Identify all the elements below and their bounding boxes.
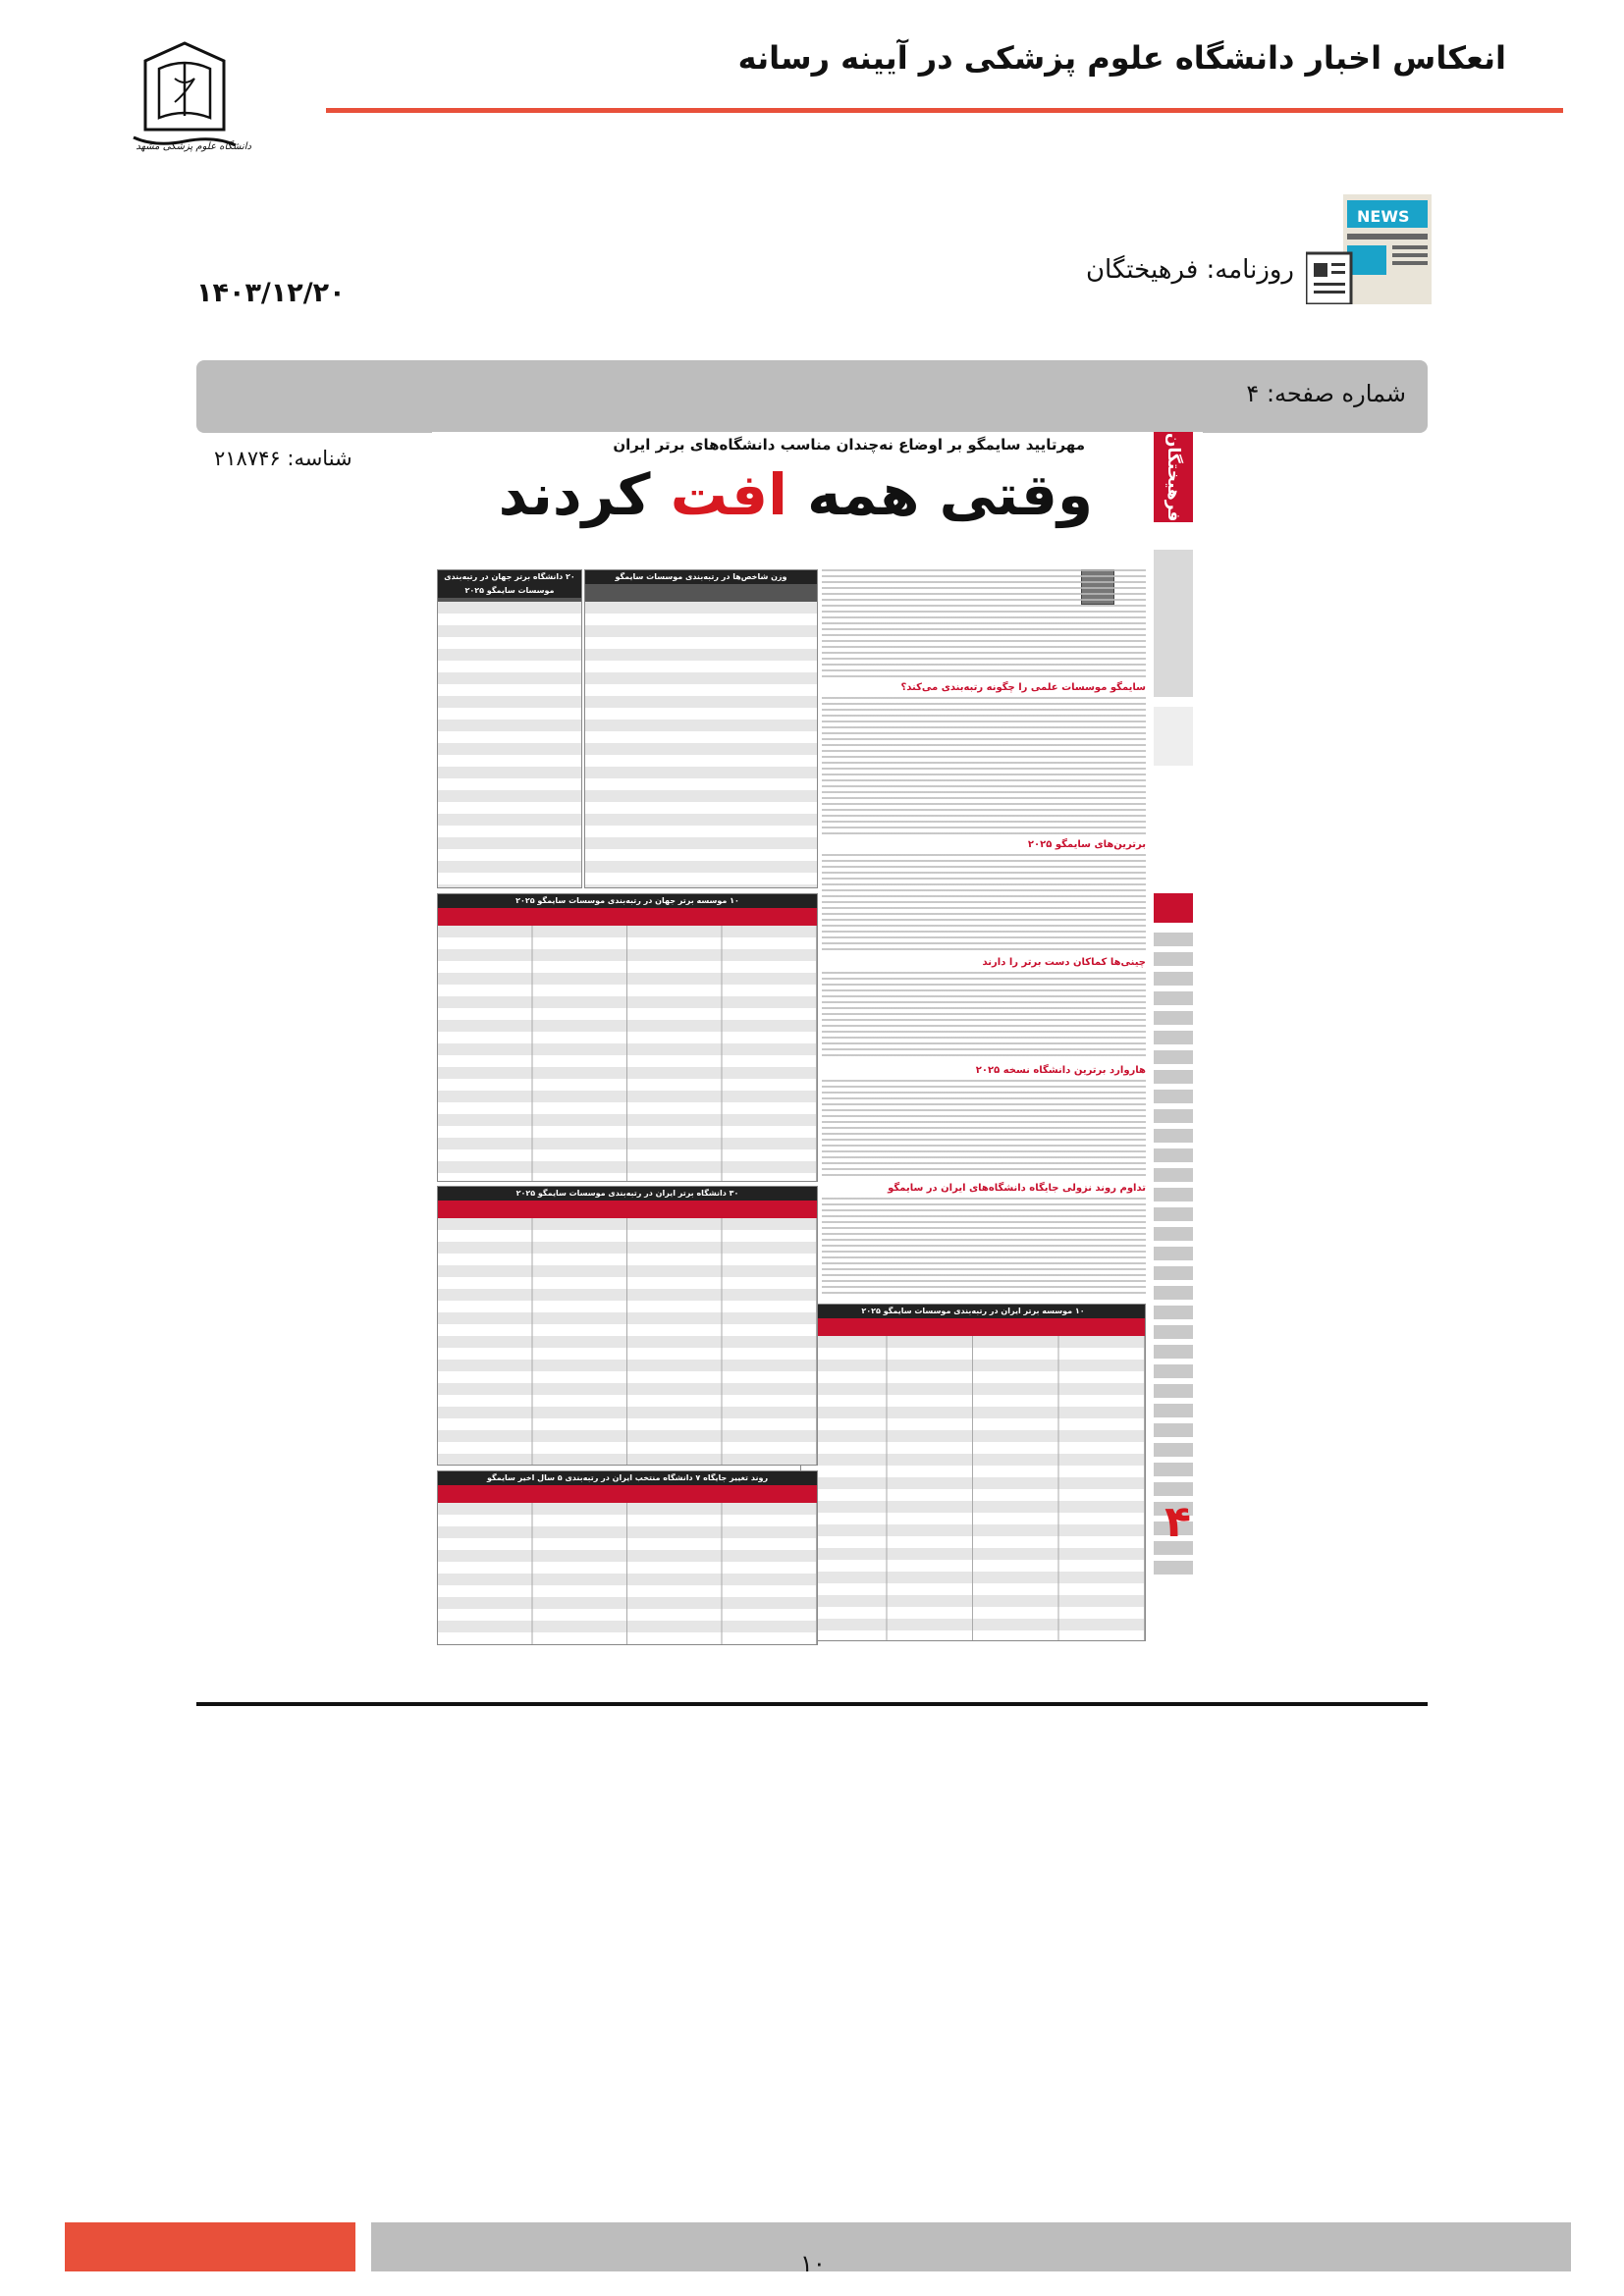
newspaper-icon bbox=[1306, 194, 1432, 304]
page-number-label: شماره صفحه: ۴ bbox=[1246, 380, 1406, 407]
publish-date: ۱۴۰۳/۱۲/۲۰ bbox=[196, 278, 346, 308]
table-columns bbox=[801, 1336, 1145, 1640]
article-id: شناسه: ۲۱۸۷۴۶ bbox=[214, 447, 352, 470]
newspaper-brand: فرهیختگان bbox=[1154, 432, 1193, 522]
table-top20-world-universities bbox=[437, 569, 582, 888]
clipping-headline bbox=[499, 461, 1093, 528]
section-subhead: چینی‌ها کماکان دست برتر را دارند bbox=[982, 957, 1146, 968]
page-number-bar bbox=[196, 360, 1428, 433]
svg-text:NEWS: NEWS bbox=[1357, 207, 1410, 226]
clipping-kicker: مهرتایید سایمگو بر اوضاع نه‌چندان مناسب دانشگاه‌های برتر ایران bbox=[613, 436, 1085, 454]
section-subhead: هاروارد برترین دانشگاه نسخه ۲۰۲۵ bbox=[975, 1065, 1146, 1076]
table-top10-world-institutions bbox=[437, 893, 818, 1182]
side-strip-block bbox=[1154, 933, 1193, 1580]
table-columns bbox=[438, 1503, 817, 1644]
table-title: ۳۰ دانشگاه برتر ایران در رتبه‌بندی موسسات سایمگو ۲۰۲۵ bbox=[438, 1187, 817, 1201]
newspaper-clipping bbox=[432, 432, 1203, 1644]
table-title: ۱۰ موسسه برتر ایران در رتبه‌بندی موسسات سایمگو ۲۰۲۵ bbox=[801, 1305, 1145, 1318]
bottom-divider bbox=[196, 1702, 1428, 1706]
logo-caption: دانشگاه علوم پزشکی مشهد bbox=[135, 141, 251, 152]
table-title: ۲۰ دانشگاه برتر جهان در رتبه‌بندی موسسات سایمگو ۲۰۲۵ bbox=[438, 570, 581, 598]
article-text-block bbox=[822, 972, 1146, 1060]
table-header bbox=[438, 908, 817, 926]
side-strip bbox=[1154, 550, 1193, 1531]
table-header bbox=[585, 584, 817, 602]
table-columns bbox=[438, 1218, 817, 1465]
table-indicator-weights bbox=[584, 569, 818, 888]
table-title: وزن شاخص‌ها در رتبه‌بندی موسسات سایمگو bbox=[585, 570, 817, 584]
table-top30-iran-universities bbox=[437, 1186, 818, 1466]
table-title: ۱۰ موسسه برتر جهان در رتبه‌بندی موسسات سایمگو ۲۰۲۵ bbox=[438, 894, 817, 908]
table-header bbox=[438, 1485, 817, 1503]
table-header bbox=[438, 1201, 817, 1218]
header-divider bbox=[326, 108, 1563, 113]
footer-bar bbox=[371, 2222, 1571, 2271]
page-title: انعکاس اخبار دانشگاه علوم پزشکی در آیینه رسانه bbox=[737, 39, 1506, 77]
headline-highlight: افت bbox=[670, 461, 787, 528]
newspaper-page-number: ۴ bbox=[1164, 1497, 1191, 1547]
article-text-block bbox=[822, 854, 1146, 952]
article-text-intro bbox=[822, 569, 1146, 677]
table-7-iran-universities-trend bbox=[437, 1470, 818, 1645]
side-strip-block bbox=[1154, 550, 1193, 697]
source-label: روزنامه: فرهیختگان bbox=[1085, 255, 1294, 285]
side-strip-block bbox=[1154, 707, 1193, 766]
table-columns bbox=[438, 926, 817, 1181]
section-subhead: تداوم روند نزولی جایگاه دانشگاه‌های ایران در سایمگو bbox=[888, 1183, 1146, 1194]
article-text-block bbox=[822, 1080, 1146, 1178]
section-subhead: سایمگو موسسات علمی را چگونه رتبه‌بندی می‌کند؟ bbox=[900, 682, 1146, 693]
table-header bbox=[801, 1318, 1145, 1336]
footer-page-number: ۱۰ bbox=[800, 2250, 826, 2277]
table-rows bbox=[438, 602, 581, 887]
section-subhead: برترین‌های سایمگو ۲۰۲۵ bbox=[1027, 839, 1146, 850]
table-rows bbox=[585, 602, 817, 887]
article-text-block bbox=[822, 1198, 1146, 1296]
university-logo bbox=[126, 39, 251, 162]
headline-part-1: وقتی همه bbox=[786, 461, 1093, 528]
headline-part-2: کردند bbox=[498, 461, 671, 528]
article-text-block bbox=[822, 697, 1146, 834]
table-top10-iran-institutions bbox=[800, 1304, 1146, 1641]
footer-accent bbox=[65, 2222, 355, 2271]
side-strip-block bbox=[1154, 893, 1193, 923]
table-title: روند تغییر جایگاه ۷ دانشگاه منتخب ایران در رتبه‌بندی ۵ سال اخیر سایمگو bbox=[438, 1471, 817, 1485]
